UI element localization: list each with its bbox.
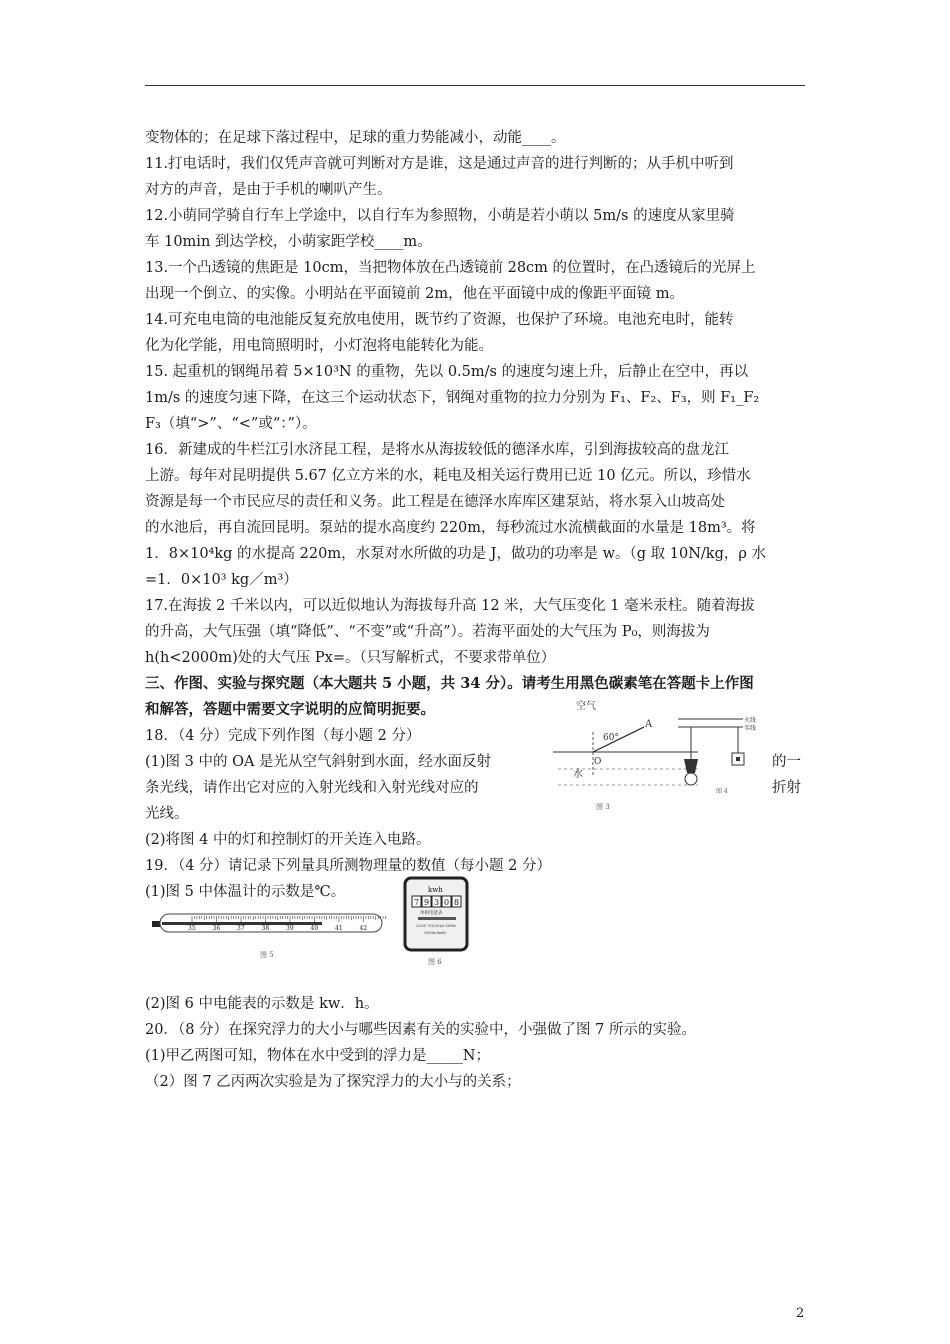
meter-digits [412, 896, 461, 907]
meter-unit: kwh [428, 886, 443, 894]
section-heading: 三、作图、实验与探究题（本大题共 5 小题，共 34 分）。请考生用黑色碳素笔在答题卡上作图 [145, 675, 754, 692]
text-line: 19．（4 分）请记录下列量具所测物理量的数值（每小题 2 分） [145, 858, 551, 874]
fig6-caption: 图 6 [428, 958, 442, 966]
fig4-live-label: 火线 [744, 717, 757, 724]
text-line: h(h<2000m)处的大气压 Px=。（只写解析式，不要求带单位） [145, 650, 556, 666]
bulb-icon [685, 773, 697, 785]
text-line: 16．新建成的牛栏江引水济昆工程，是将水从海拔较低的德泽水库，引到海拔较高的盘龙江 [145, 442, 729, 458]
text-line: 14.可充电电筒的电池能反复充放电使用，既节约了资源，也保护了环境。电池充电时，能转 [145, 312, 734, 328]
fig3-air-label: 空气 [576, 701, 596, 712]
fig3-water-label: 水 [573, 769, 583, 780]
thermometer-tick-label: 36 [212, 925, 221, 932]
fig3-angle: 60° [603, 733, 619, 743]
meter-rev: 3000r/kwh [424, 930, 446, 935]
text-fragment: 的一 [772, 754, 801, 770]
text-line: 资源是每一个市民应尽的责任和义务。此工程是在德泽水库库区建泵站，将水泵入山坡高处 [145, 494, 725, 510]
text-line: F₃（填“>”、“<”或“：”）。 [145, 416, 317, 432]
fig3-point-o: O [594, 757, 602, 767]
meter-label: 单相电能表 [420, 911, 443, 916]
text-line: 的水池后，再自流回昆明。泵站的提水高度约 220m，每秒流过水流横截面的水量是 18m³。将 [145, 520, 756, 536]
fig4-caption: 图 4 [716, 788, 728, 795]
text-line: 的升高，大气压强（填“降低”、“不变”或“升高”）。若海平面处的大气压为 P₀，则海拔为 [145, 624, 710, 640]
meter-specs: 220V 10(20)A 50Hz [416, 923, 456, 928]
meter-digit: 3 [434, 898, 440, 907]
text-line: 变物体的；在足球下落过程中，足球的重力势能减小，动能____。 [145, 130, 566, 146]
thermometer-tick-label: 42 [359, 925, 368, 932]
text-line: 20．（8 分）在探究浮力的大小与哪些因素有关的实验中，小强做了图 7 所示的实验。 [145, 1022, 696, 1038]
text-line: 13.一个凸透镜的焦距是 10cm，当把物体放在凸透镜前 28cm 的位置时，在凸透镜后的光屏上 [145, 260, 756, 276]
text-line: 18．（4 分）完成下列作图（每小题 2 分） [145, 728, 421, 744]
text-line: （2）图 7 乙丙两次实验是为了探究浮力的大小与的关系； [145, 1074, 521, 1090]
meter-digit: 9 [424, 898, 430, 907]
text-line: 15. 起重机的钢绳吊着 5×10³N 的重物，先以 0.5m/s 的速度匀速上升，后静止在空中，再以 [145, 364, 749, 380]
meter-digit: 0 [444, 898, 450, 907]
thermometer-tick-label: 35 [188, 925, 196, 932]
text-line: 12.小萌同学骑自行车上学途中，以自行车为参照物，小萌是若小萌以 5m/s 的速度从家里骑 [145, 208, 735, 224]
text-line: 光线。 [145, 806, 189, 822]
text-line: (2)将图 4 中的灯和控制灯的开关连入电路。 [145, 832, 431, 848]
text-line: (1)图 5 中体温计的示数是℃。 [145, 884, 346, 900]
fig4-neutral-label: 零线 [744, 725, 757, 732]
text-line: (2)图 6 中电能表的示数是 kw．h。 [145, 996, 379, 1012]
header-rule [145, 85, 805, 86]
figure-3-and-4 [548, 697, 810, 815]
text-line: (1)图 3 中的 OA 是光从空气斜射到水面，经水面反射 [145, 754, 492, 770]
text-line: 出现一个倒立、的实像。小明站在平面镜前 2m，他在平面镜中成的像距平面镜 m。 [145, 286, 684, 302]
text-line: 11.打电话时，我们仅凭声音就可判断对方是谁，这是通过声音的进行判断的；从手机中听到 [145, 156, 734, 172]
lamp-icon [684, 759, 698, 773]
text-line: 条光线，请作出它对应的入射光线和入射光线对应的 [145, 780, 479, 796]
thermometer-tick-label: 41 [335, 925, 343, 932]
meter-digit: 8 [454, 898, 460, 907]
text-line: 1．8×10⁴kg 的水提高 220m，水泵对水所做的功是 J，做功的功率是 w。（g 取 10N/kg，ρ 水 [145, 546, 766, 562]
thermometer-tick-label: 39 [286, 925, 294, 932]
text-line: =1．0×10³ kg／m³） [145, 572, 298, 588]
section-heading: 和解答，答题中需要文字说明的应简明扼要。 [145, 701, 435, 718]
text-line: 1m/s 的速度匀速下降，在这三个运动状态下，钢绳对重物的拉力分别为 F₁、F₂、F₃，则 F₁_F₂ [145, 390, 760, 406]
meter-digit: 7 [414, 898, 420, 907]
text-line: 车 10min 到达学校，小萌家距学校____m。 [145, 234, 432, 250]
fig3-point-a: A [645, 719, 653, 730]
fig3-caption: 图 3 [596, 803, 610, 811]
thermometer-tick-label: 40 [310, 925, 319, 932]
thermometer-tick-label: 38 [261, 925, 270, 932]
thermometer-tick-label: 37 [237, 925, 245, 932]
fig5-caption: 图 5 [260, 951, 274, 959]
text-line: 对方的声音，是由于手机的喇叭产生。 [145, 182, 392, 198]
text-line: 17.在海拔 2 千米以内，可以近似地认为海拔每升高 12 米，大气压变化 1 毫米汞柱。随着海拔 [145, 598, 755, 614]
figure-5-and-6 [150, 872, 470, 968]
page-number: 2 [796, 1306, 805, 1321]
text-line: 化为化学能，用电筒照明时，小灯泡将电能转化为能。 [145, 338, 493, 354]
text-line: (1)甲乙两图可知，物体在水中受到的浮力是_____N； [145, 1048, 490, 1064]
text-fragment: 折射 [772, 780, 801, 796]
text-line: 上游。每年对昆明提供 5.67 亿立方米的水，耗电及相关运行费用已近 10 亿元。所以，珍惜水 [145, 468, 751, 484]
